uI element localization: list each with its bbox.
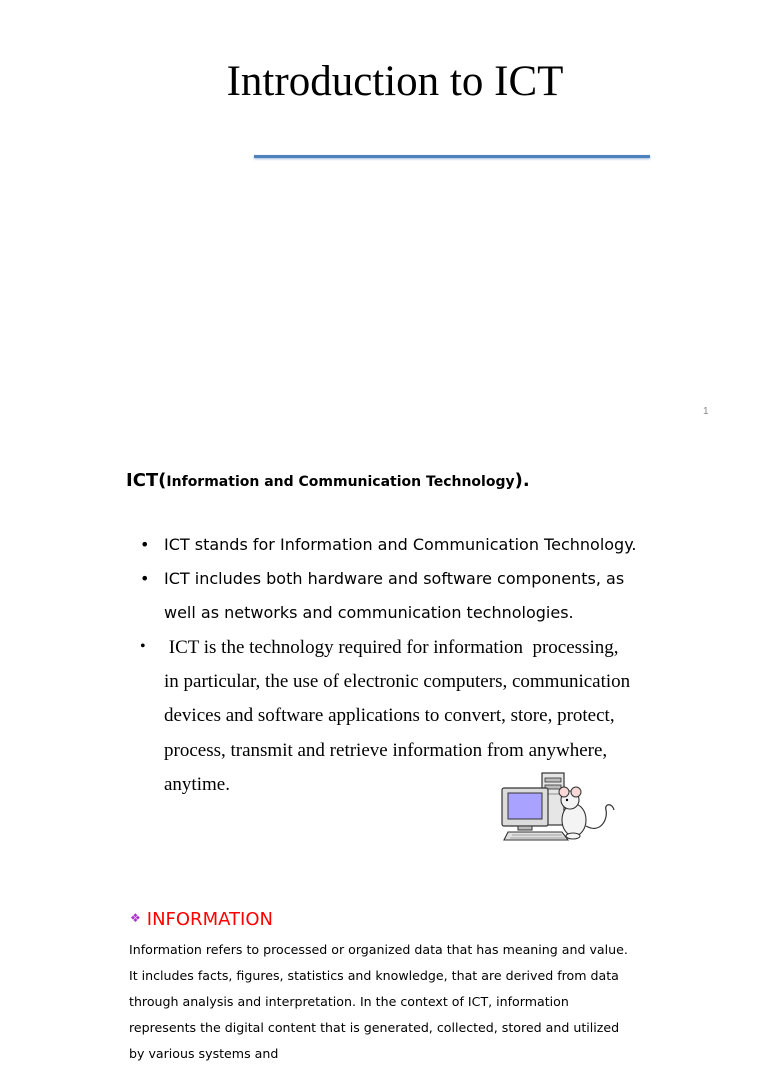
bullet-text: ICT includes both hardware and software components, as well as networks and communication technologies.: [164, 569, 625, 622]
information-paragraph: Information refers to processed or organized data that has meaning and value. It includes facts, figures, statistics and knowledge, that are derived from data through analysis and interpretation. In the context of ICT, information represents the digital content that is generated, collected, stored and utilized by various systems and: [129, 942, 628, 1061]
title-underline: [254, 155, 650, 158]
bullet-dot: •: [140, 535, 150, 554]
bullet-text: ICT stands for Information and Communication Technology.: [164, 535, 637, 554]
ict-heading-expansion: Information and Communication Technology: [166, 474, 515, 490]
page-number: 1: [703, 406, 709, 417]
information-heading: [130, 909, 273, 930]
diamond-bullet-icon: ❖: [130, 911, 141, 925]
slide-title: Introduction to ICT: [226, 58, 564, 105]
bullet-dot: •: [140, 569, 150, 588]
ict-heading-end: ).: [514, 470, 530, 491]
bullet-item: [138, 528, 638, 562]
bullet-dot: •: [140, 638, 146, 655]
bullet-item: [138, 562, 638, 630]
ict-heading: [126, 470, 530, 491]
information-heading-text: INFORMATION: [146, 909, 273, 930]
ict-heading-main: ICT(: [126, 470, 167, 491]
bullet-text: ICT is the technology required for information processing, in particular, the use of electronic computers, communication devices and software applications to convert, store, protect, process, transmit and retrieve information from anywhere, anytime.: [164, 637, 635, 795]
ict-bullet-list: [138, 528, 638, 802]
computer-mouse-clipart-icon: [496, 770, 620, 844]
